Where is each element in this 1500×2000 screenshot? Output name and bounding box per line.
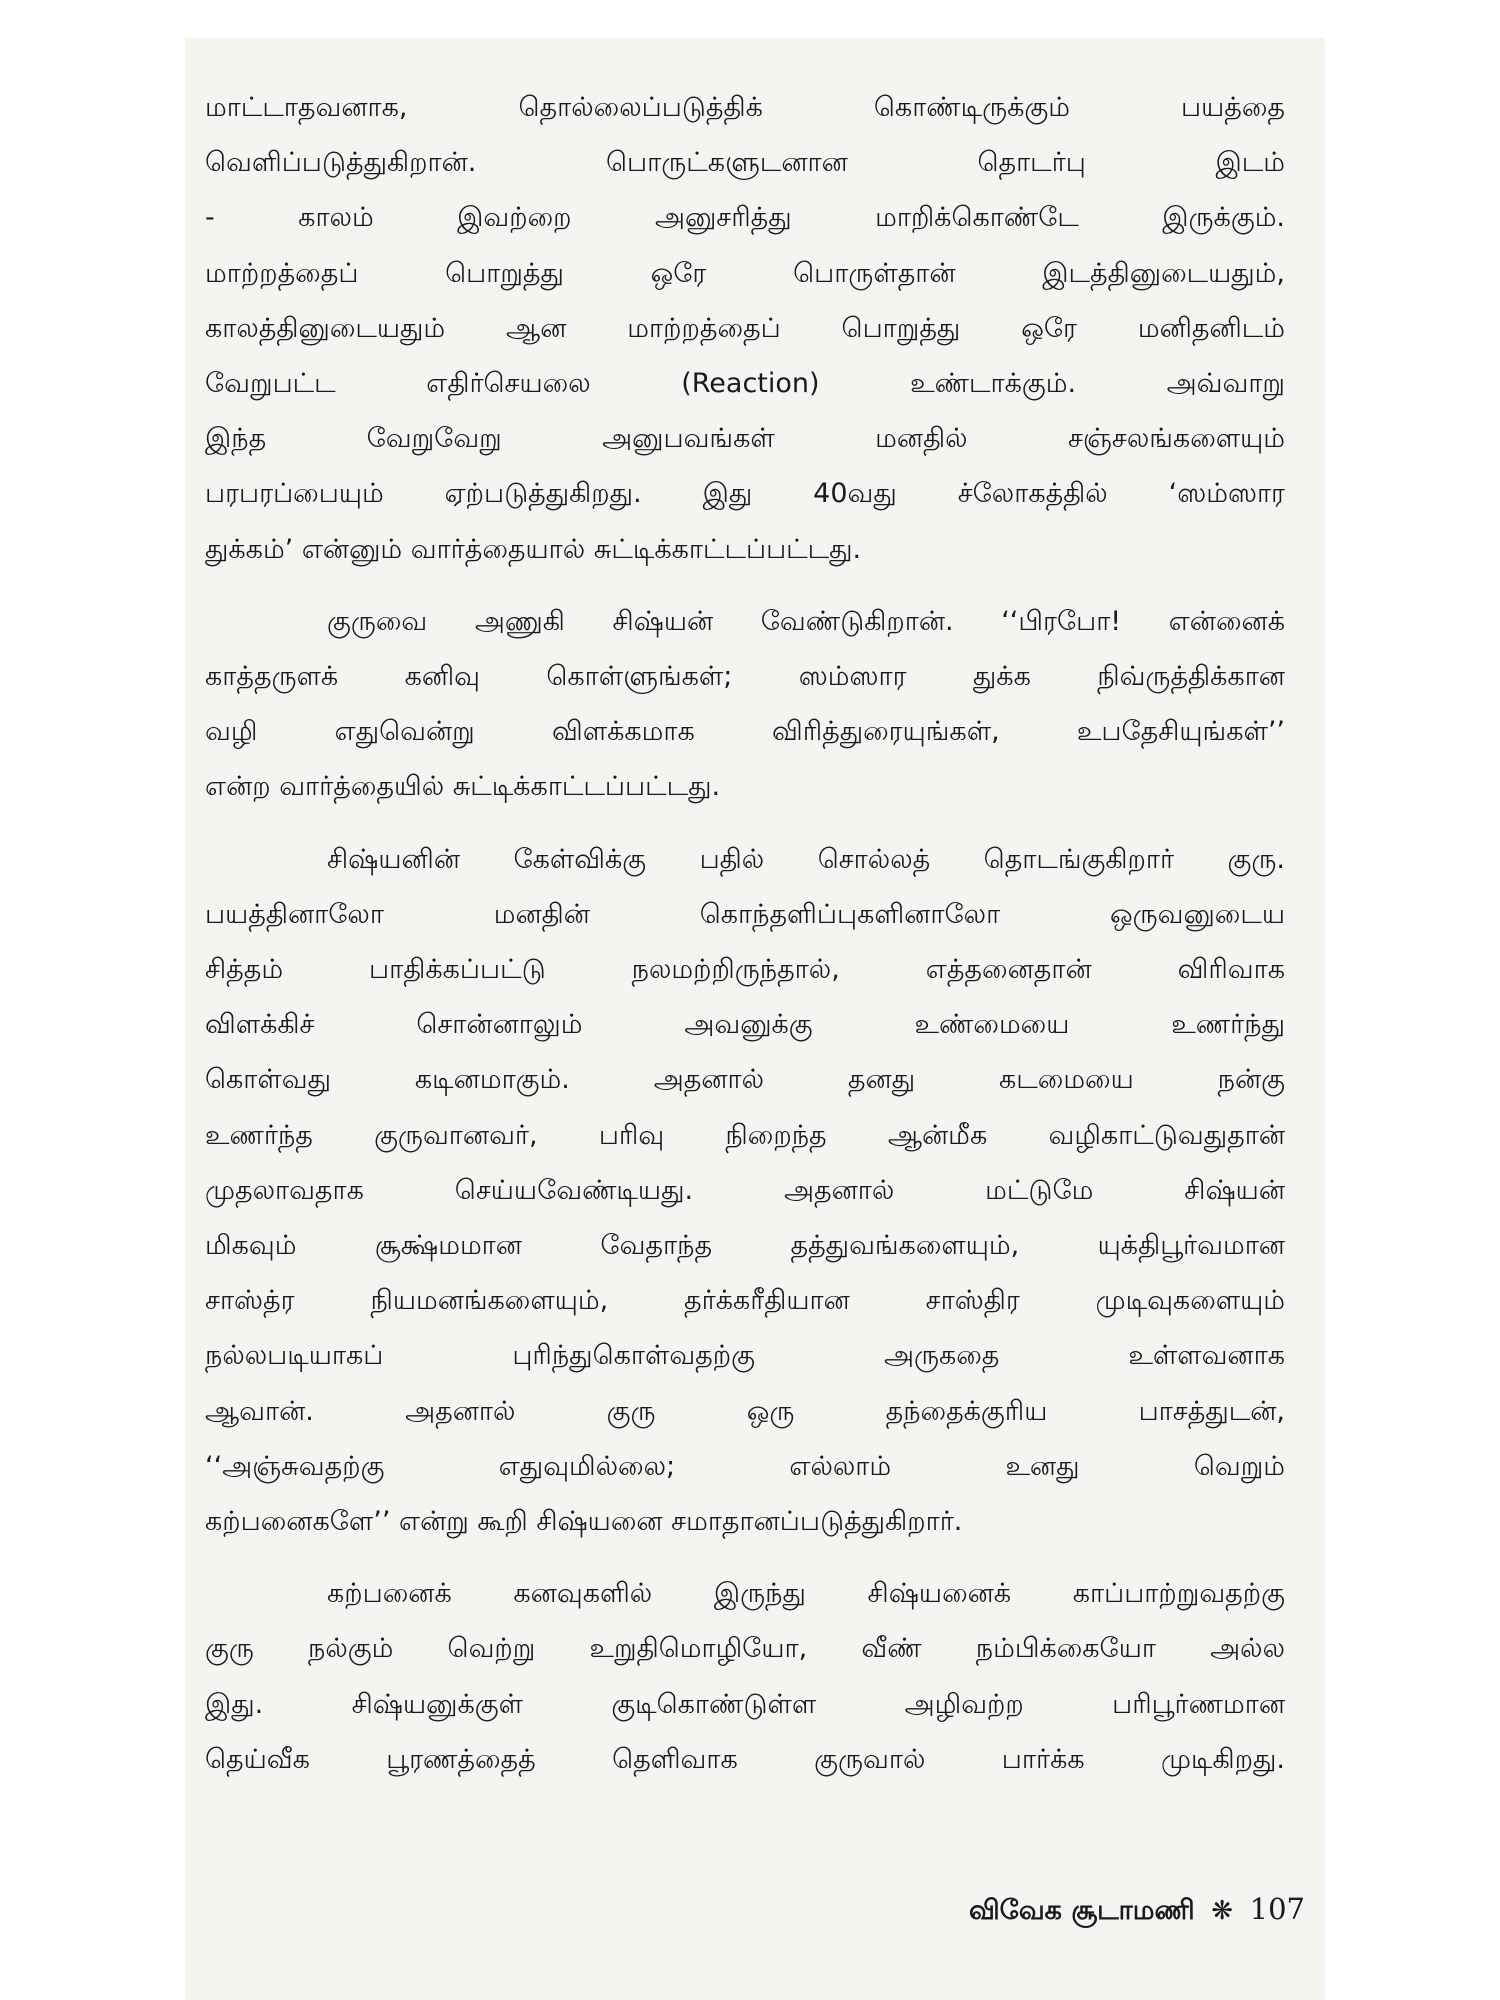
text-line: விளக்கிச் சொன்னாலும் அவனுக்கு உண்மையை உணர்ந்து — [205, 1009, 1285, 1041]
text-line: காத்தருளக் கனிவு கொள்ளுங்கள்; ஸம்ஸார துக்க நிவ்ருத்திக்கான — [205, 661, 1285, 693]
text-line: சாஸ்த்ர நியமனங்களையும், தர்க்கரீதியான சாஸ்திர முடிவுகளையும் — [205, 1285, 1285, 1317]
text-line: ‘‘அஞ்சுவதற்கு எதுவுமில்லை; எல்லாம் உனது வெறும் — [205, 1450, 1285, 1482]
paragraph-2 — [205, 594, 1285, 815]
text-line: கற்பனைக் கனவுகளில் இருந்து சிஷ்யனைக் காப்பாற்றுவதற்கு — [327, 1578, 1285, 1610]
text-line: பயத்தினாலோ மனதின் கொந்தளிப்புகளினாலோ ஒருவனுடைய — [205, 898, 1285, 930]
text-line: குரு நல்கும் வெற்று உறுதிமொழியோ, வீண் நம்பிக்கையோ அல்ல — [205, 1633, 1285, 1665]
text-line: துக்கம்’ என்னும் வார்த்தையால் சுட்டிக்காட்டப்பட்டது. — [205, 533, 862, 565]
text-line: மாற்றத்தைப் பொறுத்து ஒரே பொருள்தான் இடத்தினுடையதும், — [205, 257, 1285, 289]
text-line: இது. சிஷ்யனுக்குள் குடிகொண்டுள்ள அழிவற்ற பரிபூர்ணமான — [205, 1688, 1285, 1720]
paragraph-3 — [205, 832, 1285, 1550]
text-line: வேறுபட்ட எதிர்செயலை (Reaction) உண்டாக்கும். அவ்வாறு — [205, 368, 1285, 400]
text-line: வழி எதுவென்று விளக்கமாக விரித்துரையுங்கள், உபதேசியுங்கள்’’ — [205, 716, 1285, 748]
text-line: வெளிப்படுத்துகிறான். பொருட்களுடனான தொடர்பு இடம் — [205, 147, 1285, 179]
page-body — [205, 80, 1285, 1787]
text-line: என்ற வார்த்தையில் சுட்டிக்காட்டப்பட்டது. — [205, 771, 721, 803]
text-line: நல்லபடியாகப் புரிந்துகொள்வதற்கு அருகதை உள்ளவனாக — [205, 1340, 1285, 1372]
text-line: குருவை அணுகி சிஷ்யன் வேண்டுகிறான். ‘‘பிரபோ! என்னைக் — [327, 605, 1285, 637]
paragraph-1 — [205, 80, 1285, 577]
text-line: சித்தம் பாதிக்கப்பட்டு நலமற்றிருந்தால், எத்தனைதான் விரிவாக — [205, 954, 1285, 986]
text-line: ஆவான். அதனால் குரு ஒரு தந்தைக்குரிய பாசத்துடன், — [205, 1395, 1285, 1427]
paragraph-4 — [205, 1566, 1285, 1787]
text-line: மிகவும் சூக்ஷ்மமான வேதாந்த தத்துவங்களையும், யுக்திபூர்வமான — [205, 1230, 1285, 1262]
text-line: முதலாவதாக செய்யவேண்டியது. அதனால் மட்டுமே சிஷ்யன் — [205, 1174, 1285, 1206]
text-line: - காலம் இவற்றை அனுசரித்து மாறிக்கொண்டே இருக்கும். — [205, 202, 1285, 234]
text-line: இந்த வேறுவேறு அனுபவங்கள் மனதில் சஞ்சலங்களையும் — [205, 423, 1285, 455]
book-title: விவேக சூடாமணி — [968, 1895, 1195, 1926]
text-line: கற்பனைகளே’’ என்று கூறி சிஷ்யனை சமாதானப்படுத்துகிறார். — [205, 1506, 963, 1538]
text-line: பரபரப்பையும் ஏற்படுத்துகிறது. இது 40வது ச்லோகத்தில் ‘ஸம்ஸார — [205, 478, 1285, 510]
text-line: சிஷ்யனின் கேள்விக்கு பதில் சொல்லத் தொடங்குகிறார் குரு. — [327, 843, 1285, 875]
text-line: உணர்ந்த குருவானவர், பரிவு நிறைந்த ஆன்மீக வழிகாட்டுவதுதான் — [205, 1119, 1285, 1151]
book-page — [185, 38, 1325, 2000]
page-number: 107 — [1249, 1892, 1305, 1926]
text-line: காலத்தினுடையதும் ஆன மாற்றத்தைப் பொறுத்து ஒரே மனிதனிடம் — [205, 312, 1285, 344]
page-footer — [885, 1892, 1305, 1930]
asterism-icon: ❋ — [1211, 1896, 1234, 1926]
text-line: மாட்டாதவனாக, தொல்லைப்படுத்திக் கொண்டிருக்கும் பயத்தை — [205, 92, 1285, 123]
text-line: கொள்வது கடினமாகும். அதனால் தனது கடமையை நன்கு — [205, 1064, 1285, 1096]
text-line: தெய்வீக பூரணத்தைத் தெளிவாக குருவால் பார்க்க முடிகிறது. — [205, 1743, 1285, 1775]
